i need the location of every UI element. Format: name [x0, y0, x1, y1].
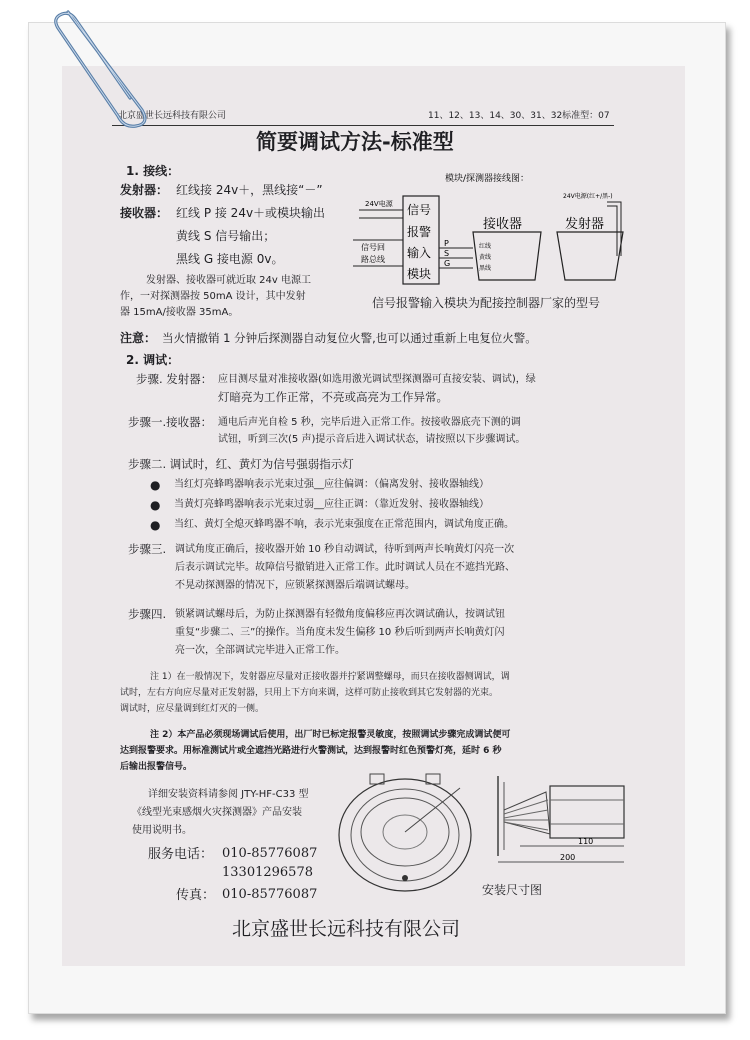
fax-number: 010-85776087	[222, 887, 318, 902]
step4-line-1: 锁紧调试螺母后，为防止探测器有轻微角度偏移应再次调试确认，按调试钮	[175, 609, 505, 620]
wiring-diagram	[345, 170, 635, 315]
tx-label: 发射器：	[120, 183, 169, 197]
detector-round-drawing	[330, 770, 480, 900]
ref-line-1: 详细安装资料请参阅 JTY-HF-C33 型	[148, 789, 309, 800]
note-reset-text: 当火情撤销 1 分钟后探测器自动复位火警,也可以通过重新上电复位火警。	[162, 331, 537, 345]
step3-line-3: 不晃动探测器的情况下，应锁紧探测器后端调试螺母。	[175, 580, 415, 591]
pin-s: S	[444, 249, 450, 258]
pin-g: G	[444, 259, 451, 268]
step3-line-2: 后表示调试完毕。故障信号撤销进入正常工作。此时调试人员在不遮挡光路、	[175, 562, 515, 573]
wire-black: 黑线	[479, 265, 492, 272]
install-caption: 安装尺寸图	[482, 883, 543, 897]
transmitter-label: 发射器	[565, 217, 605, 232]
rx-line-2: 黄线 S 信号输出；	[176, 229, 276, 243]
wire-yellow: 黄线	[479, 254, 492, 261]
step-tx-label: 步骤. 发射器：	[136, 372, 213, 386]
module-char-1: 信号	[407, 203, 432, 217]
detector-side-drawing	[490, 770, 640, 880]
header-company: 北京盛世长远科技有限公司	[118, 111, 227, 121]
fax-label: 传真：	[176, 888, 216, 903]
dimension-200: 200	[560, 853, 576, 862]
bullet-3: 当红、黄灯全熄灭蜂鸣器不响，表示光束强度在正常范围内，调试角度正确。	[174, 519, 514, 530]
note1-line-1: 注 1）在一般情况下，发射器应尽量对正接收器并拧紧调整螺母，而只在接收器侧调试，调	[150, 672, 510, 682]
bullet-icon: ●	[150, 518, 161, 532]
diagram-caption: 信号报警输入模块为配接控制器厂家的型号	[372, 296, 601, 310]
note2-line-2: 达到报警要求。用标准测试片或全遮挡光路进行火警测试，达到报警时红色预警灯亮，延时 6 秒	[120, 746, 502, 756]
power-note-1: 发射器、接收器可就近取 24v 电源工	[146, 275, 311, 286]
header-rule	[112, 125, 614, 126]
step1-label: 步骤一.接收器：	[128, 415, 213, 429]
step2-label: 步骤二. 调试时，红、黄灯为信号强弱指示灯	[128, 457, 354, 471]
wiring-heading: 1. 接线：	[126, 164, 180, 178]
diagram-title: 模块/探测器接线图：	[445, 174, 530, 184]
diagram-bus-label-1: 信号回	[361, 243, 385, 252]
bullet-1: 当红灯亮蜂鸣器响表示光束过强__应往偏调：（偏离发射、接收器轴线）	[174, 479, 489, 490]
step4-label: 步骤四.	[128, 607, 167, 621]
debug-heading: 2. 调试：	[126, 353, 180, 367]
ref-line-2: 《线型光束感烟火灾探测器》产品安装	[132, 807, 302, 818]
power-note-3: 器 15mA/接收器 35mA。	[120, 307, 239, 318]
note2-line-3: 后输出报警信号。	[120, 762, 193, 772]
wire-red: 红线	[479, 243, 492, 250]
paperclip-icon	[38, 2, 158, 132]
bullet-icon: ●	[150, 478, 161, 492]
module-char-3: 输入	[407, 246, 432, 260]
bullet-icon: ●	[150, 498, 161, 512]
note1-line-2: 试时，左右方向应尽量对正发射器，只用上下方向来调，这样可防止接收到其它发射器的光束。	[120, 688, 499, 698]
note1-line-3: 调试时，应尽量调到红灯灭的一侧。	[120, 704, 265, 714]
rx-line-3: 黑线 G 接电源 0v。	[176, 252, 284, 266]
company-footer: 北京盛世长远科技有限公司	[232, 918, 461, 940]
diagram-bus-label-2: 路总线	[361, 255, 385, 264]
rx-line-1: 红线 P 接 24v＋或模块输出	[176, 206, 326, 220]
module-char-4: 模块	[407, 267, 432, 281]
power-note-2: 作，一对探测器按 50mA 设计，其中发射	[120, 291, 306, 302]
module-char-2: 报警	[407, 225, 432, 239]
service-label: 服务电话：	[148, 847, 214, 862]
phone-2: 13301296578	[222, 865, 313, 880]
rx-label: 接收器：	[120, 206, 169, 220]
diagram-power-label: 24V电源	[365, 200, 393, 208]
ref-line-3: 使用说明书。	[132, 825, 192, 836]
phone-1: 010-85776087	[222, 846, 318, 861]
receiver-label: 接收器	[483, 217, 523, 232]
note2-line-1: 注 2）本产品必须现场调试后使用，出厂时已标定报警灵敏度，按照调试步骤完成调试便可	[150, 730, 511, 740]
step-tx-line-2: 灯暗亮为工作正常，不亮或高亮为工作异常。	[218, 390, 448, 404]
page-title: 简要调试方法-标准型	[256, 130, 454, 154]
step-tx-line-1: 应目测尽量对准接收器(如选用激光调试型探测器可直接安装、调试)，绿	[218, 374, 536, 385]
step3-label: 步骤三.	[128, 542, 167, 556]
note-label: 注意：	[120, 331, 157, 345]
step4-line-2: 重复“步骤二、三”的操作。当角度未发生偏移 10 秒后听到两声长响黄灯闪	[175, 627, 505, 638]
bullet-2: 当黄灯亮蜂鸣器响表示光束过弱__应往正调：（靠近发射、接收器轴线）	[174, 499, 489, 510]
step3-line-1: 调试角度正确后，接收器开始 10 秒自动调试，待听到两声长响黄灯闪亮一次	[175, 544, 515, 555]
step1-line-2: 试钮，听到三次(5 声)提示音后进入调试状态，请按照以下步骤调试。	[218, 434, 526, 445]
dimension-110: 110	[578, 837, 594, 846]
header-model: 11、12、13、14、30、31、32标准型：07	[428, 111, 610, 121]
pin-p: P	[444, 239, 449, 248]
transmitter-shape	[557, 232, 623, 280]
tx-power-label: 24V电源(红+/黑-)	[563, 193, 613, 200]
step4-line-3: 亮一次，全部调试完毕进入正常工作。	[175, 645, 345, 656]
tx-text: 红线接 24v＋，黑线接“－”	[176, 183, 323, 197]
step1-line-1: 通电后声光自检 5 秒，完毕后进入正常工作。按接收器底壳下测的调	[218, 417, 521, 428]
